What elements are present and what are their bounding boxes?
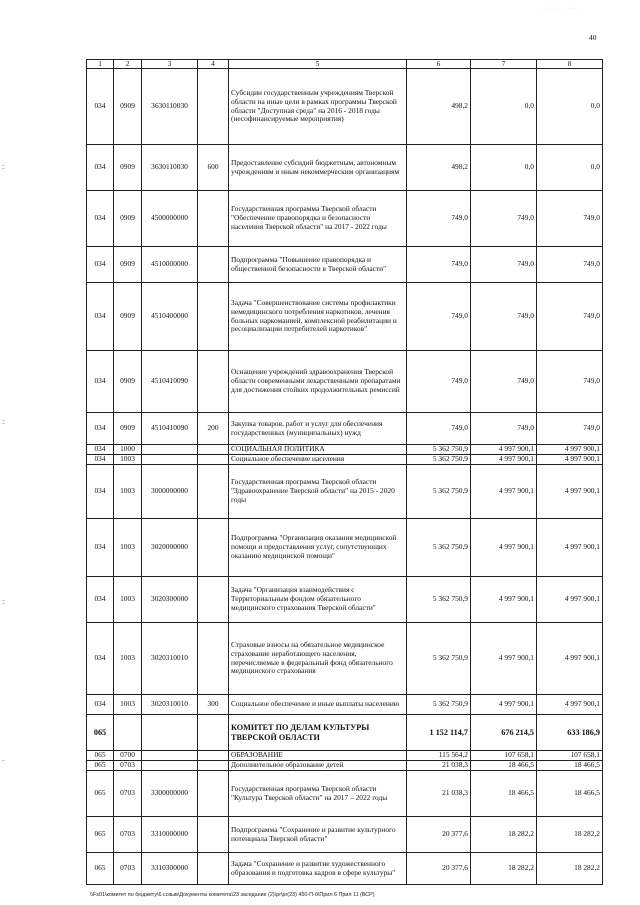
amount-2020-cell: 749,0 — [537, 351, 603, 413]
section-code-cell: 0703 — [114, 771, 142, 817]
table-row — [87, 191, 603, 247]
amount-2020-cell: 0,0 — [537, 145, 603, 191]
section-code-cell: 1003 — [114, 623, 142, 695]
expense-type-cell — [198, 465, 229, 519]
table-row — [87, 465, 603, 519]
expense-type-cell — [198, 577, 229, 623]
column-number: 7 — [471, 60, 537, 69]
target-article-cell — [142, 761, 198, 771]
amount-2018-cell: 5 362 750,9 — [407, 455, 471, 465]
amount-2018-cell: 749,0 — [407, 283, 471, 351]
expense-type-cell — [198, 247, 229, 283]
item-name-cell: Социальное обеспечение населения — [229, 455, 407, 465]
amount-2019-cell: 676 214,5 — [471, 715, 537, 751]
item-name-cell: Государственная программа Тверской области "Здравоохранение Тверской области" на 2015 - 2020 годы — [229, 465, 407, 519]
section-code-cell: 0909 — [114, 191, 142, 247]
amount-2020-cell: 18 466,5 — [537, 771, 603, 817]
target-article-cell — [142, 455, 198, 465]
ministry-code-cell: 034 — [87, 247, 114, 283]
item-name-cell: КОМИТЕТ ПО ДЕЛАМ КУЛЬТУРЫ ТВЕРСКОЙ ОБЛАСТИ — [229, 715, 407, 751]
ministry-code-cell: 065 — [87, 761, 114, 771]
amount-2020-cell: 18 282,2 — [537, 853, 603, 885]
expense-type-cell — [198, 519, 229, 577]
ministry-code-cell: 034 — [87, 695, 114, 715]
amount-2018-cell: 749,0 — [407, 247, 471, 283]
target-article-cell: 3310300000 — [142, 853, 198, 885]
expense-type-cell — [198, 283, 229, 351]
section-code-cell: 0909 — [114, 283, 142, 351]
target-article-cell: 4510410090 — [142, 351, 198, 413]
ministry-code-cell: 065 — [87, 771, 114, 817]
amount-2019-cell: 4 997 900,1 — [471, 577, 537, 623]
expense-type-cell: 300 — [198, 695, 229, 715]
target-article-cell: 3000000000 — [142, 465, 198, 519]
expense-type-cell — [198, 69, 229, 145]
section-code-cell — [114, 715, 142, 751]
section-code-cell: 0909 — [114, 351, 142, 413]
target-article-cell: 4510000000 — [142, 247, 198, 283]
amount-2020-cell: 107 658,1 — [537, 751, 603, 761]
section-code-cell: 0703 — [114, 853, 142, 885]
column-numbers-row — [87, 60, 603, 69]
target-article-cell — [142, 445, 198, 455]
expense-type-cell — [198, 771, 229, 817]
amount-2018-cell: 20 377,6 — [407, 817, 471, 853]
amount-2020-cell: 4 997 900,1 — [537, 455, 603, 465]
item-name-cell: Задача "Совершенствование системы профилактики немедицинского потребления наркотиков, лечения больных наркоманией, комплексной реабилитации и ресоциализации потребителей наркотиков" — [229, 283, 407, 351]
expense-type-cell: 200 — [198, 413, 229, 445]
section-code-cell: 1003 — [114, 577, 142, 623]
item-name-cell: Государственная программа Тверской области "Обеспечение правопорядка и безопасности населения Тверской области" на 2017 - 2022 годы — [229, 191, 407, 247]
amount-2019-cell: 4 997 900,1 — [471, 695, 537, 715]
ministry-code-cell: 034 — [87, 283, 114, 351]
expense-type-cell — [198, 751, 229, 761]
table-row — [87, 853, 603, 885]
section-code-cell: 1000 — [114, 445, 142, 455]
item-name-cell: Подпрограмма "Сохранение и развитие культурного потенциала Тверской области" — [229, 817, 407, 853]
item-name-cell: Субсидии государственным учреждениям Тверской области на иные цели в рамках программы Тверской области "Доступная среда" на 2016 - 2018 годы (несофинансируемые мероприятия) — [229, 69, 407, 145]
amount-2020-cell: 4 997 900,1 — [537, 695, 603, 715]
amount-2020-cell: 749,0 — [537, 191, 603, 247]
item-name-cell: Государственная программа Тверской области "Культура Тверской области" на 2017 – 2022 годы — [229, 771, 407, 817]
ministry-code-cell: 065 — [87, 853, 114, 885]
expense-type-cell — [198, 715, 229, 751]
amount-2020-cell: 749,0 — [537, 247, 603, 283]
ministry-code-cell: 034 — [87, 577, 114, 623]
amount-2018-cell: 115 564,2 — [407, 751, 471, 761]
column-number: 2 — [114, 60, 142, 69]
table-row — [87, 761, 603, 771]
amount-2019-cell: 749,0 — [471, 283, 537, 351]
amount-2020-cell: 4 997 900,1 — [537, 445, 603, 455]
amount-2020-cell: 4 997 900,1 — [537, 465, 603, 519]
amount-2019-cell: 107 658,1 — [471, 751, 537, 761]
scan-artifact: · · · · · · · · — [540, 6, 582, 12]
ministry-code-cell: 034 — [87, 191, 114, 247]
ministry-code-cell: 065 — [87, 751, 114, 761]
target-article-cell: 3020300000 — [142, 577, 198, 623]
amount-2018-cell: 5 362 750,9 — [407, 577, 471, 623]
item-name-cell: Задача "Сохранение и развитие художественного образования и подготовка кадров в сфере культуры" — [229, 853, 407, 885]
ministry-code-cell: 034 — [87, 519, 114, 577]
table-row — [87, 145, 603, 191]
target-article-cell: 3630110030 — [142, 145, 198, 191]
amount-2019-cell: 4 997 900,1 — [471, 623, 537, 695]
amount-2018-cell: 5 362 750,9 — [407, 465, 471, 519]
table-row — [87, 771, 603, 817]
table-row — [87, 695, 603, 715]
table-row — [87, 247, 603, 283]
section-code-cell: 1003 — [114, 519, 142, 577]
column-number: 1 — [87, 60, 114, 69]
column-number: 5 — [229, 60, 407, 69]
target-article-cell: 3020310010 — [142, 623, 198, 695]
expense-type-cell — [198, 623, 229, 695]
amount-2019-cell: 0,0 — [471, 145, 537, 191]
amount-2020-cell: 633 186,9 — [537, 715, 603, 751]
table-row — [87, 69, 603, 145]
amount-2019-cell: 18 466,5 — [471, 761, 537, 771]
amount-2020-cell: 0,0 — [537, 69, 603, 145]
item-name-cell: ОБРАЗОВАНИЕ — [229, 751, 407, 761]
amount-2020-cell: 749,0 — [537, 413, 603, 445]
amount-2018-cell: 5 362 750,9 — [407, 623, 471, 695]
ministry-code-cell: 034 — [87, 445, 114, 455]
ministry-code-cell: 034 — [87, 455, 114, 465]
table-row — [87, 283, 603, 351]
expense-type-cell — [198, 191, 229, 247]
target-article-cell: 3020310010 — [142, 695, 198, 715]
table-row — [87, 577, 603, 623]
section-code-cell: 0703 — [114, 817, 142, 853]
page-number: 40 — [589, 33, 597, 42]
section-code-cell: 0703 — [114, 761, 142, 771]
expense-type-cell — [198, 351, 229, 413]
item-name-cell: Подпрограмма "Повышение правопорядка и общественной безопасности в Тверской области" — [229, 247, 407, 283]
ministry-code-cell: 065 — [87, 817, 114, 853]
budget-table — [86, 59, 603, 885]
ministry-code-cell: 034 — [87, 145, 114, 191]
amount-2018-cell: 20 377,6 — [407, 853, 471, 885]
table-row — [87, 817, 603, 853]
column-number: 6 — [407, 60, 471, 69]
amount-2019-cell: 18 282,2 — [471, 853, 537, 885]
amount-2019-cell: 749,0 — [471, 413, 537, 445]
amount-2019-cell: 4 997 900,1 — [471, 519, 537, 577]
section-code-cell: 1003 — [114, 455, 142, 465]
expense-type-cell — [198, 761, 229, 771]
amount-2019-cell: 749,0 — [471, 191, 537, 247]
amount-2019-cell: 4 997 900,1 — [471, 445, 537, 455]
amount-2018-cell: 749,0 — [407, 413, 471, 445]
table-row — [87, 455, 603, 465]
file-path-footer: \\Fs01\комитет по бюджету\6 созыв\Документы комитета\23 заседание (2)\pr\pr(23) 450-П-б\Прил 6 Прил 11 (ВСР) — [90, 892, 375, 898]
item-name-cell: Дополнительное образование детей — [229, 761, 407, 771]
section-code-cell: 1003 — [114, 695, 142, 715]
item-name-cell: Закупка товаров, работ и услуг для обеспечения государственных (муниципальных) нужд — [229, 413, 407, 445]
item-name-cell: Задача "Организация взаимодействия с Территориальным фондом обязательного медицинского страхования Тверской области" — [229, 577, 407, 623]
ministry-code-cell: 065 — [87, 715, 114, 751]
amount-2018-cell: 21 038,3 — [407, 761, 471, 771]
expense-type-cell — [198, 817, 229, 853]
section-code-cell: 0909 — [114, 69, 142, 145]
item-name-cell: Подпрограмма "Организация оказания медицинской помощи и предоставления услуг, сопутствующих оказанию медицинской помощи" — [229, 519, 407, 577]
section-code-cell: 0909 — [114, 145, 142, 191]
section-code-cell: 0909 — [114, 413, 142, 445]
amount-2020-cell: 4 997 900,1 — [537, 577, 603, 623]
amount-2018-cell: 5 362 750,9 — [407, 519, 471, 577]
table-row — [87, 623, 603, 695]
table-row — [87, 413, 603, 445]
table-row — [87, 351, 603, 413]
amount-2019-cell: 18 466,5 — [471, 771, 537, 817]
ministry-code-cell: 034 — [87, 69, 114, 145]
table-row — [87, 715, 603, 751]
item-name-cell: Социальное обеспечение и иные выплаты населению — [229, 695, 407, 715]
amount-2018-cell: 498,2 — [407, 145, 471, 191]
ministry-code-cell: 034 — [87, 413, 114, 445]
amount-2018-cell: 5 362 750,9 — [407, 445, 471, 455]
expense-type-cell — [198, 853, 229, 885]
section-code-cell: 0909 — [114, 247, 142, 283]
amount-2020-cell: 18 466,5 — [537, 761, 603, 771]
amount-2019-cell: 749,0 — [471, 247, 537, 283]
amount-2018-cell: 749,0 — [407, 351, 471, 413]
target-article-cell: 4510410090 — [142, 413, 198, 445]
amount-2018-cell: 749,0 — [407, 191, 471, 247]
amount-2019-cell: 749,0 — [471, 351, 537, 413]
column-number: 8 — [537, 60, 603, 69]
item-name-cell: Страховые взносы на обязательное медицинское страхование неработающего населения, перечисляемые в федеральный фонд обязательного медицинского страхования — [229, 623, 407, 695]
target-article-cell: 3310000000 — [142, 817, 198, 853]
table-row — [87, 751, 603, 761]
amount-2019-cell: 18 282,2 — [471, 817, 537, 853]
target-article-cell — [142, 751, 198, 761]
column-number: 3 — [142, 60, 198, 69]
section-code-cell: 0700 — [114, 751, 142, 761]
target-article-cell: 4510400000 — [142, 283, 198, 351]
column-number: 4 — [198, 60, 229, 69]
amount-2018-cell: 5 362 750,9 — [407, 695, 471, 715]
ministry-code-cell: 034 — [87, 351, 114, 413]
table-row — [87, 519, 603, 577]
ministry-code-cell: 034 — [87, 465, 114, 519]
amount-2020-cell: 749,0 — [537, 283, 603, 351]
amount-2018-cell: 21 038,3 — [407, 771, 471, 817]
table-row — [87, 445, 603, 455]
expense-type-cell — [198, 445, 229, 455]
amount-2019-cell: 0,0 — [471, 69, 537, 145]
item-name-cell: Предоставление субсидий бюджетным, автономным учреждениям и иным некоммерческим организациям — [229, 145, 407, 191]
item-name-cell: СОЦИАЛЬНАЯ ПОЛИТИКА — [229, 445, 407, 455]
amount-2020-cell: 4 997 900,1 — [537, 623, 603, 695]
target-article-cell: 4500000000 — [142, 191, 198, 247]
amount-2019-cell: 4 997 900,1 — [471, 465, 537, 519]
amount-2019-cell: 4 997 900,1 — [471, 455, 537, 465]
amount-2020-cell: 4 997 900,1 — [537, 519, 603, 577]
expense-type-cell — [198, 455, 229, 465]
item-name-cell: Оснащение учреждений здравоохранения Тверской области современными лекарственными препаратами для достижения стойких продолжительных ремиссий — [229, 351, 407, 413]
target-article-cell: 3300000000 — [142, 771, 198, 817]
ministry-code-cell: 034 — [87, 623, 114, 695]
target-article-cell — [142, 715, 198, 751]
target-article-cell: 3020000000 — [142, 519, 198, 577]
expense-type-cell: 600 — [198, 145, 229, 191]
amount-2018-cell: 1 152 114,7 — [407, 715, 471, 751]
margin-marks — [2, 0, 8, 905]
amount-2018-cell: 498,2 — [407, 69, 471, 145]
target-article-cell: 3630110030 — [142, 69, 198, 145]
amount-2020-cell: 18 282,2 — [537, 817, 603, 853]
section-code-cell: 1003 — [114, 465, 142, 519]
